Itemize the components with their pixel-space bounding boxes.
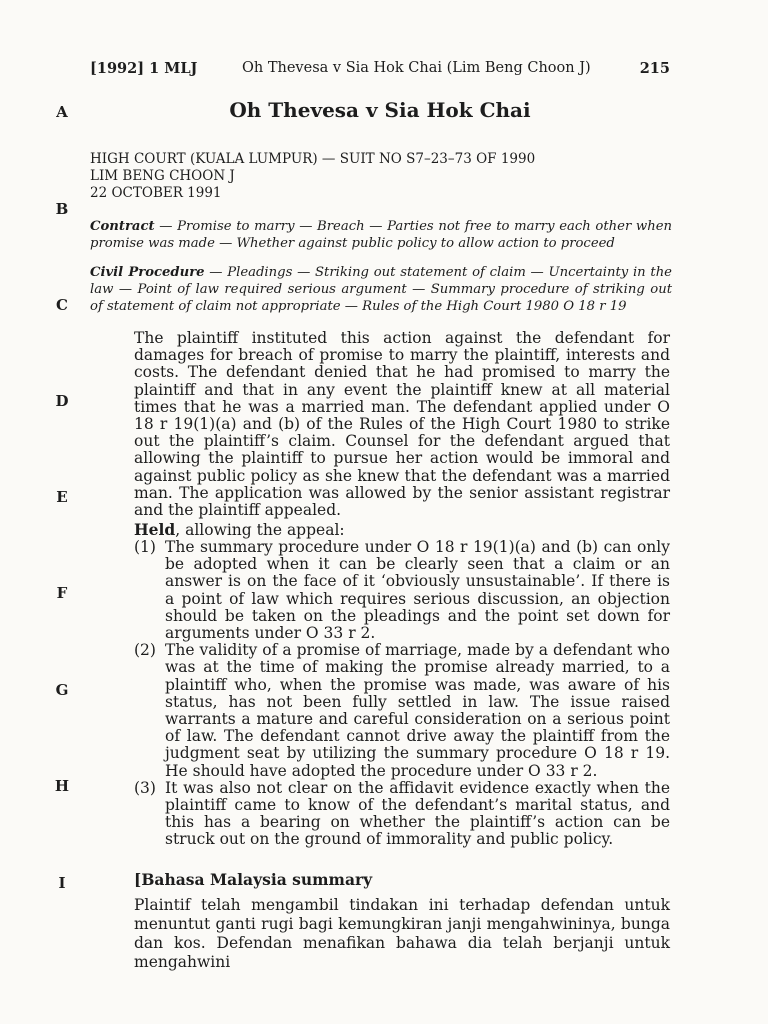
margin-letter-g: G [55,681,69,699]
date-line: 22 OCTOBER 1991 [90,185,222,201]
running-header [90,60,670,82]
held-item [134,539,670,642]
case-title: Oh Thevesa v Sia Hok Chai [229,98,531,122]
held-label: Held [134,520,176,539]
held-intro: , allowing the appeal: [175,521,345,539]
bahasa-malaysia-summary: Plaintif telah mengambil tindakan ini terhadap defendan untuk menuntut ganti rugi bagi kemungkiran janji mengahwininya, bunga dan kos. Defendan menafikan bahawa dia telah berjanji untuk mengahwini [134,896,670,971]
court-line: HIGH COURT (KUALA LUMPUR) — SUIT NO S7–23–73 OF 1990 [90,151,536,167]
held-item [134,642,670,780]
held-heading [134,521,345,539]
margin-letter-i: I [58,874,66,892]
margin-letter-f: F [56,584,68,602]
judge-line: LIM BENG CHOON J [90,168,235,184]
report-citation: [1992] 1 MLJ [90,60,198,77]
held-item-text: The summary procedure under O 18 r 19(1)(a) and (b) can only be adopted when it can be clearly seen that a claim or an answer is on the face of it ‘obviously unsustainable’. If there is a point of law which requires serious discussion, an objection should be taken on the pleadings and the point set down for arguments under O 33 r 2. [165,538,670,643]
catchword-text: — Pleadings — Striking out statement of claim — Uncertainty in the law — Point of law required serious argument — Summary procedure of striking out of statement of claim not appropriate — Rules of the High Court 1980 O 18 r 19 [90,265,672,314]
held-item-number: (2) [134,641,156,660]
catchwords-civil-procedure [90,264,672,315]
running-title: Oh Thevesa v Sia Hok Chai (Lim Beng Choon J) [242,60,591,76]
held-item-number: (3) [134,778,156,797]
held-item-text: The validity of a promise of marriage, made by a defendant who was at the time of making the promise already married, to a plaintiff who, when the promise was made, was aware of his status, has not been fully settled in law. The issue raised warrants a mature and careful consideration on a serious point of law. The defendant cannot drive away the plaintiff from the judgment seat by utilizing the summary procedure O 18 r 19. He should have adopted the procedure under O 33 r 2. [165,641,670,780]
catchwords-contract [90,218,672,252]
held-item-text: It was also not clear on the affidavit evidence exactly when the plaintiff came to know of the defendant’s marital status, and this has a bearing on whether the plaintiff’s action can be struck out on the ground of immorality and public policy. [165,778,670,849]
page-number: 215 [639,60,670,77]
margin-letter-c: C [56,296,68,314]
held-item-number: (1) [134,538,156,556]
margin-letter-d: D [55,392,69,410]
court-info [90,151,535,202]
margin-letter-e: E [56,488,68,506]
held-list [134,539,670,849]
catchword-head: Contract [90,219,155,234]
catchword-head: Civil Procedure [90,265,205,280]
bahasa-malaysia-heading: [Bahasa Malaysia summary [134,870,373,889]
catchword-text: — Promise to marry — Breach — Parties not free to marry each other when promise was made — Whether against public policy to allow action to proceed [90,219,672,251]
margin-letter-h: H [54,777,70,795]
margin-letter-b: B [55,200,69,218]
margin-letter-a: A [56,103,68,121]
case-summary: The plaintiff instituted this action against the defendant for damages for breach of promise to marry the plaintiff, interests and costs. The defendant denied that he had promised to marry the plaintiff and that in any event the plaintiff knew at all material times that he was a married man. The defendant applied under O 18 r 19(1)(a) and (b) of the Rules of the High Court 1980 to strike out the plaintiff’s claim. Counsel for the defendant argued that allowing the plaintiff to pursue her action would be immoral and against public policy as she knew that the defendant was a married man. The application was allowed by the senior assistant registrar and the plaintiff appealed. [134,329,670,520]
held-item [134,780,670,849]
